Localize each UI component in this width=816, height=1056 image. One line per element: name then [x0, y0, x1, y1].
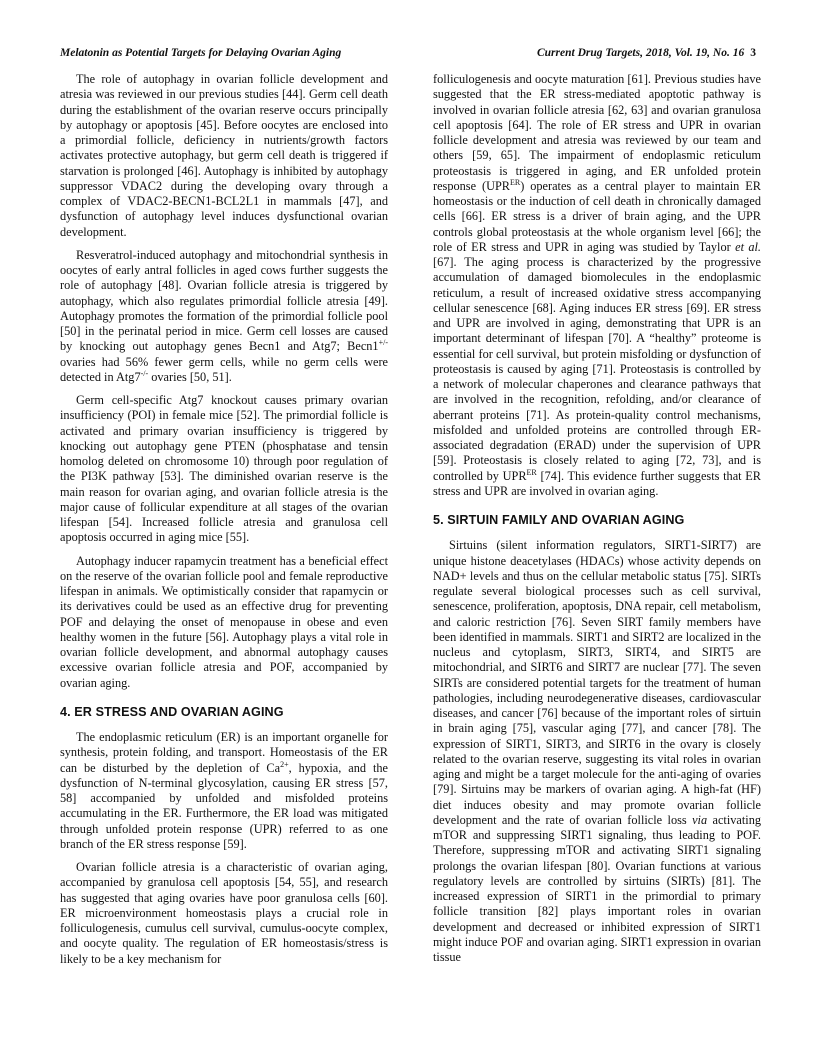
running-header [60, 47, 756, 67]
paragraph: folliculogenesis and oocyte maturation [61]. Previous studies have suggested that the ER stress-mediated apoptotic pathway is involved in ovarian follicle atresia [62, 63] and ovarian granulosa cell apoptosis [64]. The role of ER stress and UPR in ovarian follicle development and atresia was reviewed by our team and others [59, 65]. The impairment of endoplasmic reticulum proteostasis is triggered in aging, and ER unfolded protein response $(UPR^{ER})$ operates as a central player to maintain ER homeostasis or the induction of cell death in chronically damaged cells [66]. ER stress is a driver of brain aging, and the UPR controls global proteostasis at the whole organism level [66]; the role of ER stress and UPR in aging was studied by Taylor et al. [67]. The aging process is characterized by the progressive accumulation of damaged biomolecules in the endoplasmic reticulum, a result of increased oxidative stress accompanying cellular senescence [68]. Aging induces ER stress [69]. ER stress and UPR are involved in aging, demonstrating that UPR is an important determinant of lifespan [70]. A “healthy” proteome is essential for cell survival, but protein misfolding or dysfunction of proteostasis is caused by aging [71]. Proteostasis is controlled by a network of molecular chaperones and clearance pathways that are involved in the recognition, refolding, and/or clearance of aberrant proteins [71]. As protein-quality control mechanisms, misfolded and unfolded proteins are controlled through ER-associated degradation (ERAD) under the supervision of UPR [59]. Proteostasis is closely related to aging [72, 73], and is controlled by $UPR^{ER}$ [74]. This evidence further suggests that ER stress and UPR are involved in ovarian aging. [433, 72, 761, 498]
left-column [60, 72, 388, 975]
page-number: 3 [750, 47, 756, 59]
paragraph: Germ cell-specific Atg7 knockout causes primary ovarian insufficiency (POI) in female mice [52]. The primordial follicle is activated and primary ovarian insufficiency is triggered by knocking out autophagy gene PTEN (phosphatase and tensin homolog deleted on chromosome 10) through poor regulation of the PI3K pathway [53]. The diminished ovarian reserve is the main reason for ovarian aging, and ovarian follicle atresia is the major cause of follicular expenditure at all stages of the ovarian lifespan [54]. Increased follicle atresia and granulosa cell apoptosis occurred in aging mice [55]. [60, 393, 388, 545]
paragraph: Ovarian follicle atresia is a characteristic of ovarian aging, accompanied by granulosa cell apoptosis [54, 55], and research has suggested that aging ovaries have poor granulosa cells [60]. ER microenvironment homeostasis plays a crucial role in folliculogenesis, cumulus cell survival, cumulus-oocyte complex, and oocyte quality. The regulation of ER homeostasis/stress is likely to be a key mechanism for [60, 860, 388, 966]
paragraph: The endoplasmic reticulum (ER) is an important organelle for synthesis, protein folding, and transport. Homeostasis of the ER can be disturbed by the depletion of $Ca^{2+}$, hypoxia, and the dysfunction of N-terminal glycosylation, causing ER stress [57, 58] accompanied by unfolded and misfolded proteins accumulating in the ER. Furthermore, the ER load was mitigated through unfolded protein response (UPR) referred to as one branch of the ER stress response [59]. [60, 730, 389, 851]
paragraph: Autophagy inducer rapamycin treatment has a beneficial effect on the reserve of the ovarian follicle pool and female reproductive lifespan in animals. We optimistically consider that rapamycin or its derivatives could be used as an effective drug for preventing POF and delaying the onset of menopause in obese and even healthy women in the future [56]. Autophagy plays a vital role in ovarian follicle development, and abnormal autophagy causes excessive ovarian follicle atresia and POF, accompanied by ovarian aging. [60, 553, 388, 690]
right-column [433, 72, 761, 973]
paragraph: Resveratrol-induced autophagy and mitochondrial synthesis in oocytes of early antral follicles in aged cows further suggests the role of autophagy [48]. Ovarian follicle atresia is triggered by autophagy, which also regulates primordial follicle atresia [49]. Autophagy promotes the formation of the primordial follicle pool [50] in the perinatal period in mice. Germ cell losses are caused by knocking out autophagy genes Becn1 and Atg7; Becn1+/- ovaries had 56% fewer germ cells, while no germ cells were detected in Atg7-/- ovaries [50, 51]. [60, 247, 388, 384]
journal-info [537, 47, 756, 67]
section-heading: 5. SIRTUIN FAMILY AND OVARIAN AGING [433, 513, 685, 527]
running-title: Melatonin as Potential Targets for Delaying Ovarian Aging [60, 47, 342, 59]
paragraph: Sirtuins (silent information regulators, SIRT1-SIRT7) are unique histone deacetylases (HDACs) whose activity depends on NAD+ levels and thus on the cellular metabolic status [75]. SIRTs regulate several biological processes such as cell survival, senescence, proliferation, apoptosis, DNA repair, cell metabolism, and caloric restriction [76]. Seven SIRT family members have been identified in mammals. SIRT1 and SIRT2 are localized in the nucleus and cytoplasm, SIRT3, SIRT4, and SIRT5 are mitochondrial, and SIRT6 and SIRT7 are nuclear [77]. The seven SIRTs are considered potential targets for the treatment of human pathologies, including neurodegenerative diseases, cardiovascular diseases, and cancer [76] because of the important roles of sirtuin in brain aging [75], vascular aging [77], and cancer [78]. The expression of SIRT1, SIRT3, and SIRT6 in the ovary is closely related to the ovarian reserve, suggesting its vital roles in ovarian aging and might be a target molecule for the anti-aging of ovaries [79]. Sirtuins may be markers of ovarian aging. A high-fat (HF) diet induces obesity and may promote ovarian follicle development and the rate of ovarian follicle loss via activating mTOR and suppressing SIRT1 signaling, thus leading to POF. Therefore, suppressing mTOR and activating SIRT1 signaling prolongs the ovarian lifespan [80]. Ovarian functions at various regulatory levels are controlled by sirtuins (SIRTs) [81]. The increased expression of SIRT1 in the primordial to primary follicle transition [82] plays important roles in ovarian development and decreased or inhibited expression of SIRT1 might induce POF and ovarian aging. SIRT1 expression in ovarian tissue [433, 538, 762, 964]
paragraph: The role of autophagy in ovarian follicle development and atresia was reviewed in our previous studies [44]. Germ cell death during the establishment of the ovarian reserve occurs principally by autophagy or apoptosis [45]. Before oocytes are enclosed into a primordial follicle, deficiency in nutrients/growth factors activates protective autophagy, but germ cell death is triggered if starvation is prolonged [46]. Autophagy is inhibited by autophagy suppressor VDAC2 during the developing ovary through a complex of VDAC2-BECN1-BCL2L1 in mammals [47], and dysfunction of autophagy level induces dysfunctional ovarian development. [60, 72, 388, 239]
journal-citation: Current Drug Targets, 2018, Vol. 19, No. 16 [536, 47, 745, 59]
section-heading: 4. ER STRESS AND OVARIAN AGING [60, 704, 284, 719]
